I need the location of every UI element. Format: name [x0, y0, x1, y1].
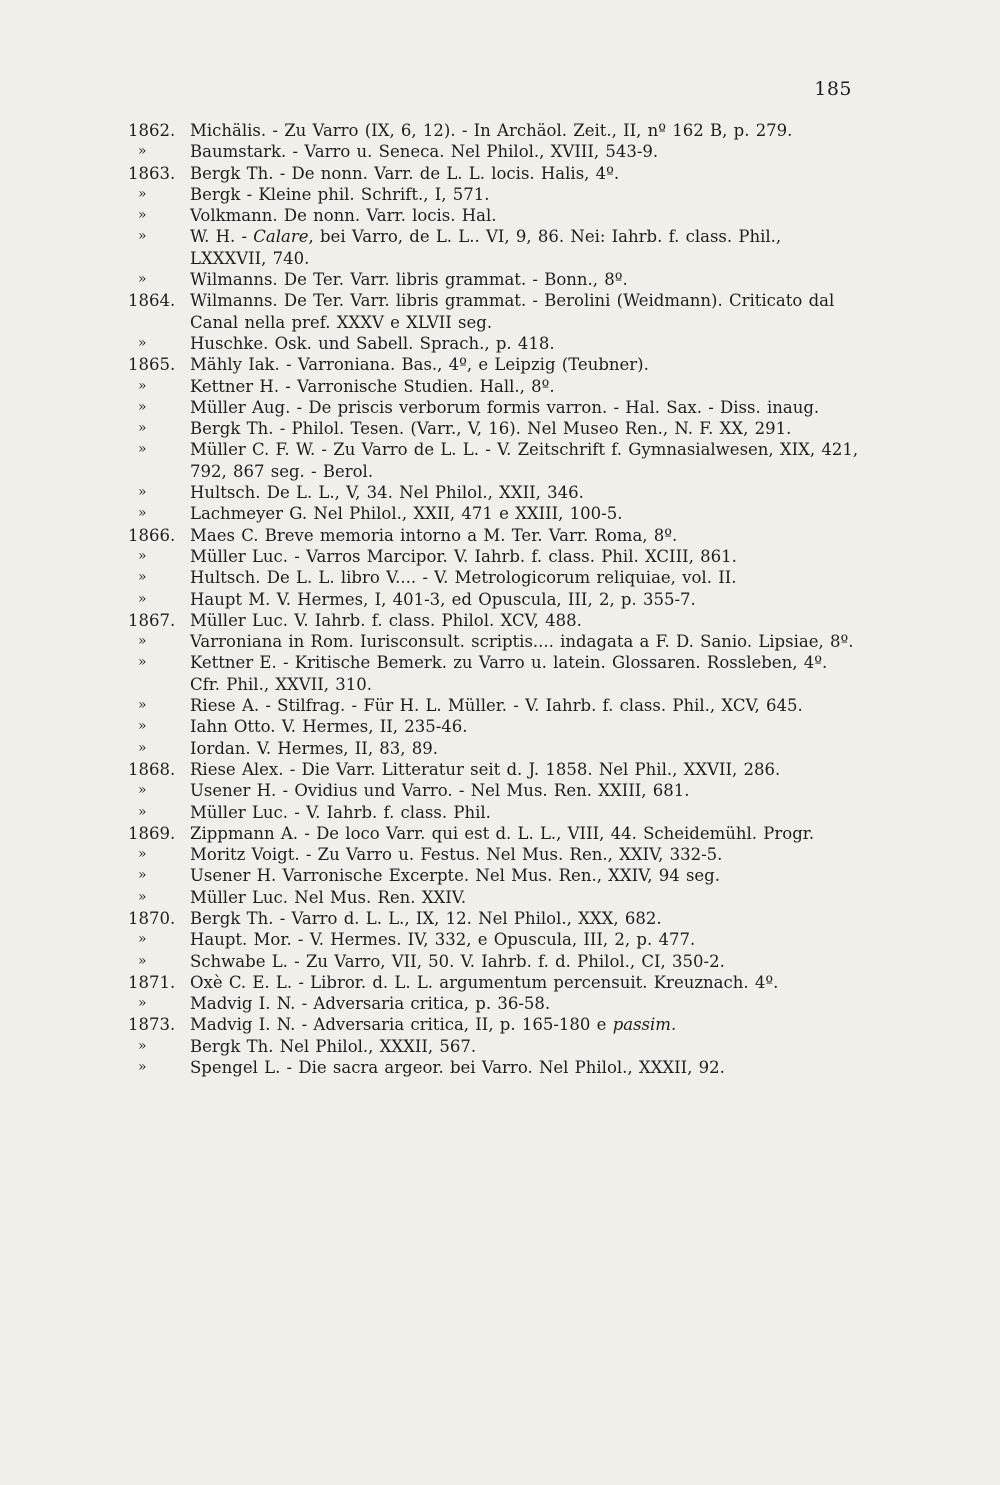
bibliography-entry — [0, 163, 860, 184]
entry-text: Bergk Th. Nel Philol., XXXII, 567. — [190, 1036, 477, 1056]
entry-text: Volkmann. De nonn. Varr. locis. Hal. — [190, 206, 497, 226]
ditto-mark: » — [138, 1037, 147, 1054]
entry-text: Müller C. F. W. - Zu Varro de L. L. - V. Zeitschrift f. Gymnasialwesen, XIX, 421, 792, 867 seg. - Berol. — [190, 440, 859, 481]
bibliography-entry — [0, 865, 860, 886]
entry-year: 1864. — [128, 291, 176, 311]
ditto-mark: » — [138, 441, 147, 458]
bibliography-entry — [0, 908, 860, 929]
bibliography-entry — [0, 823, 860, 844]
bibliography-entry — [0, 716, 860, 737]
ditto-mark: » — [138, 207, 147, 224]
entry-year: 1865. — [128, 355, 176, 375]
ditto-mark: » — [138, 334, 147, 351]
bibliography-entry — [0, 354, 860, 375]
entry-text: Haupt M. V. Hermes, I, 401-3, ed Opuscula, III, 2, p. 355-7. — [190, 589, 696, 609]
entry-text: Müller Luc. - Varros Marcipor. V. Iahrb. f. class. Phil. XCIII, 861. — [190, 546, 737, 566]
entry-text: Müller Luc. - V. Iahrb. f. class. Phil. — [190, 802, 491, 822]
entry-text: Mähly Iak. - Varroniana. Bas., 4º, e Leipzig (Teubner). — [190, 355, 649, 375]
entry-text: Maes C. Breve memoria intorno a M. Ter. Varr. Roma, 8º. — [190, 525, 678, 545]
bibliography-entry — [0, 738, 860, 759]
ditto-mark: » — [138, 846, 147, 863]
bibliography-entry — [0, 1036, 860, 1057]
entry-year: 1862. — [128, 121, 176, 140]
entry-year: 1868. — [128, 759, 176, 779]
bibliography-entry — [0, 844, 860, 865]
entry-text: Iahn Otto. V. Hermes, II, 235-46. — [190, 717, 468, 737]
ditto-mark: » — [138, 1059, 147, 1076]
bibliography-entry — [0, 333, 860, 354]
bibliography-entry — [0, 887, 860, 908]
entry-year: 1867. — [128, 610, 176, 630]
bibliography-entry — [0, 503, 860, 524]
ditto-mark: » — [138, 271, 147, 288]
ditto-mark: » — [138, 143, 147, 160]
entry-text: Bergk Th. - Varro d. L. L., IX, 12. Nel Philol., XXX, 682. — [190, 908, 662, 928]
bibliography-entry — [0, 759, 860, 780]
ditto-mark: » — [138, 654, 147, 671]
entry-year: 1869. — [128, 823, 176, 843]
entry-text-part: Madvig I. N. - Adversaria critica, II, p. 165-180 e — [190, 1015, 613, 1035]
entry-text: Madvig I. N. - Adversaria critica, p. 36-58. — [190, 994, 551, 1014]
ditto-mark: » — [138, 484, 147, 501]
bibliography-entry — [0, 802, 860, 823]
entry-text-part: , bei Varro, de L. L.. VI, 9, 86. Nei: Iahrb. f. class. Phil., LXXXVII, 740. — [190, 227, 782, 268]
entry-text: Kettner H. - Varronische Studien. Hall., 8º. — [190, 376, 555, 396]
bibliography-entry — [0, 929, 860, 950]
entry-text: Oxè C. E. L. - Libror. d. L. L. argumentum percensuit. Kreuznach. 4º. — [190, 972, 779, 992]
entry-year: 1871. — [128, 972, 176, 992]
ditto-mark: » — [138, 867, 147, 884]
bibliography-entry — [0, 780, 860, 801]
entry-text: Bergk Th. - De nonn. Varr. de L. L. locis. Halis, 4º. — [190, 163, 620, 183]
bibliography-entry — [0, 993, 860, 1014]
entry-text: Lachmeyer G. Nel Philol., XXII, 471 e XXIII, 100-5. — [190, 504, 623, 524]
bibliography-entry — [0, 184, 860, 205]
entry-text: Huschke. Osk. und Sabell. Sprach., p. 418. — [190, 333, 555, 353]
ditto-mark: » — [138, 931, 147, 948]
bibliography-entry — [0, 610, 860, 631]
entry-text — [190, 1015, 676, 1034]
entry-text: Müller Aug. - De priscis verborum formis varron. - Hal. Sax. - Diss. inaug. — [190, 397, 820, 417]
bibliography-entry — [0, 226, 860, 269]
ditto-mark: » — [138, 633, 147, 650]
entry-italic-term: passim. — [612, 1015, 677, 1035]
entry-text: Müller Luc. V. Iahrb. f. class. Philol. XCV, 488. — [190, 610, 582, 630]
entry-text: Baumstark. - Varro u. Seneca. Nel Philol., XVIII, 543-9. — [190, 142, 659, 162]
ditto-mark: » — [138, 398, 147, 415]
bibliography-entry — [0, 482, 860, 503]
entry-text: Hultsch. De L. L., V, 34. Nel Philol., XXII, 346. — [190, 483, 584, 503]
bibliography-entry — [0, 141, 860, 162]
bibliography-entry — [0, 397, 860, 418]
bibliography-entry — [0, 695, 860, 716]
entry-text: Haupt. Mor. - V. Hermes. IV, 332, e Opuscula, III, 2, p. 477. — [190, 930, 696, 950]
entry-text: Iordan. V. Hermes, II, 83, 89. — [190, 738, 439, 758]
entry-text — [190, 227, 781, 267]
bibliography-entry — [0, 631, 860, 652]
bibliography-entry — [0, 269, 860, 290]
bibliography-entry — [0, 951, 860, 972]
ditto-mark: » — [138, 888, 147, 905]
ditto-mark: » — [138, 995, 147, 1012]
ditto-mark: » — [138, 952, 147, 969]
entry-text: Usener H. - Ovidius und Varro. - Nel Mus. Ren. XXIII, 681. — [190, 781, 690, 801]
bibliography-entry — [0, 1014, 860, 1035]
ditto-mark: » — [138, 569, 147, 586]
bibliography-entry — [0, 376, 860, 397]
entry-text-part: W. H. - — [190, 227, 254, 247]
entry-text: Varroniana in Rom. Iurisconsult. scriptis.... indagata a F. D. Sanio. Lipsiae, 8º. — [190, 632, 854, 652]
bibliography-entry — [0, 972, 860, 993]
entry-text: Riese Alex. - Die Varr. Litteratur seit d. J. 1858. Nel Phil., XXVII, 286. — [190, 759, 781, 779]
entry-text: Wilmanns. De Ter. Varr. libris grammat. - Bonn., 8º. — [190, 270, 628, 290]
entry-text: Bergk - Kleine phil. Schrift., I, 571. — [190, 184, 490, 204]
entry-text: Wilmanns. De Ter. Varr. libris grammat. - Berolini (Weidmann). Criticato dal Canal nella pref. XXXV e XLVII seg. — [190, 291, 835, 332]
entry-text: Hultsch. De L. L. libro V.... - V. Metrologicorum reliquiae, vol. II. — [190, 568, 737, 588]
entry-text: Moritz Voigt. - Zu Varro u. Festus. Nel Mus. Ren., XXIV, 332-5. — [190, 845, 723, 865]
bibliography-entry — [0, 1057, 860, 1078]
entry-text: Bergk Th. - Philol. Tesen. (Varr., V, 16). Nel Museo Ren., N. F. XX, 291. — [190, 419, 792, 439]
bibliography-entry — [0, 546, 860, 567]
ditto-mark: » — [138, 718, 147, 735]
ditto-mark: » — [138, 377, 147, 394]
entry-year: 1870. — [128, 908, 176, 928]
entry-year: 1873. — [128, 1015, 176, 1035]
bibliography-entry — [0, 205, 860, 226]
entry-text: Usener H. Varronische Excerpte. Nel Mus. Ren., XXIV, 94 seg. — [190, 866, 720, 886]
entry-text: Zippmann A. - De loco Varr. qui est d. L. L., VIII, 44. Scheidemühl. Progr. — [190, 823, 815, 843]
entry-year: 1863. — [128, 163, 176, 183]
bibliography-entry — [0, 290, 860, 333]
bibliography-entry — [0, 567, 860, 588]
bibliography-entry — [0, 439, 860, 482]
entry-text: Michälis. - Zu Varro (IX, 6, 12). - In Archäol. Zeit., II, nº 162 B, p. 279. — [190, 121, 793, 140]
ditto-mark: » — [138, 185, 147, 202]
entry-text: Schwabe L. - Zu Varro, VII, 50. V. Iahrb. f. d. Philol., CI, 350-2. — [190, 951, 725, 971]
ditto-mark: » — [138, 739, 147, 756]
bibliography-entry — [0, 418, 860, 439]
ditto-mark: » — [138, 228, 147, 245]
entry-text: Spengel L. - Die sacra argeor. bei Varro. Nel Philol., XXXII, 92. — [190, 1058, 725, 1078]
entry-text: Kettner E. - Kritische Bemerk. zu Varro u. latein. Glossaren. Rossleben, 4º. Cfr. Phil., XXVII, 310. — [190, 653, 828, 694]
entry-text: Müller Luc. Nel Mus. Ren. XXIV. — [190, 887, 467, 907]
entry-italic-term: Calare — [253, 227, 309, 247]
ditto-mark: » — [138, 697, 147, 714]
ditto-mark: » — [138, 782, 147, 799]
ditto-mark: » — [138, 590, 147, 607]
entry-text: Riese A. - Stilfrag. - Für H. L. Müller. - V. Iahrb. f. class. Phil., XCV, 645. — [190, 696, 803, 716]
ditto-mark: » — [138, 547, 147, 564]
ditto-mark: » — [138, 803, 147, 820]
ditto-mark: » — [138, 505, 147, 522]
bibliography-entry — [0, 589, 860, 610]
bibliography-entry — [0, 120, 860, 141]
bibliography-list — [0, 120, 1000, 1078]
page-number: 185 — [814, 78, 852, 100]
ditto-mark: » — [138, 420, 147, 437]
bibliography-entry — [0, 652, 860, 695]
entry-year: 1866. — [128, 525, 176, 545]
bibliography-entry — [0, 525, 860, 546]
